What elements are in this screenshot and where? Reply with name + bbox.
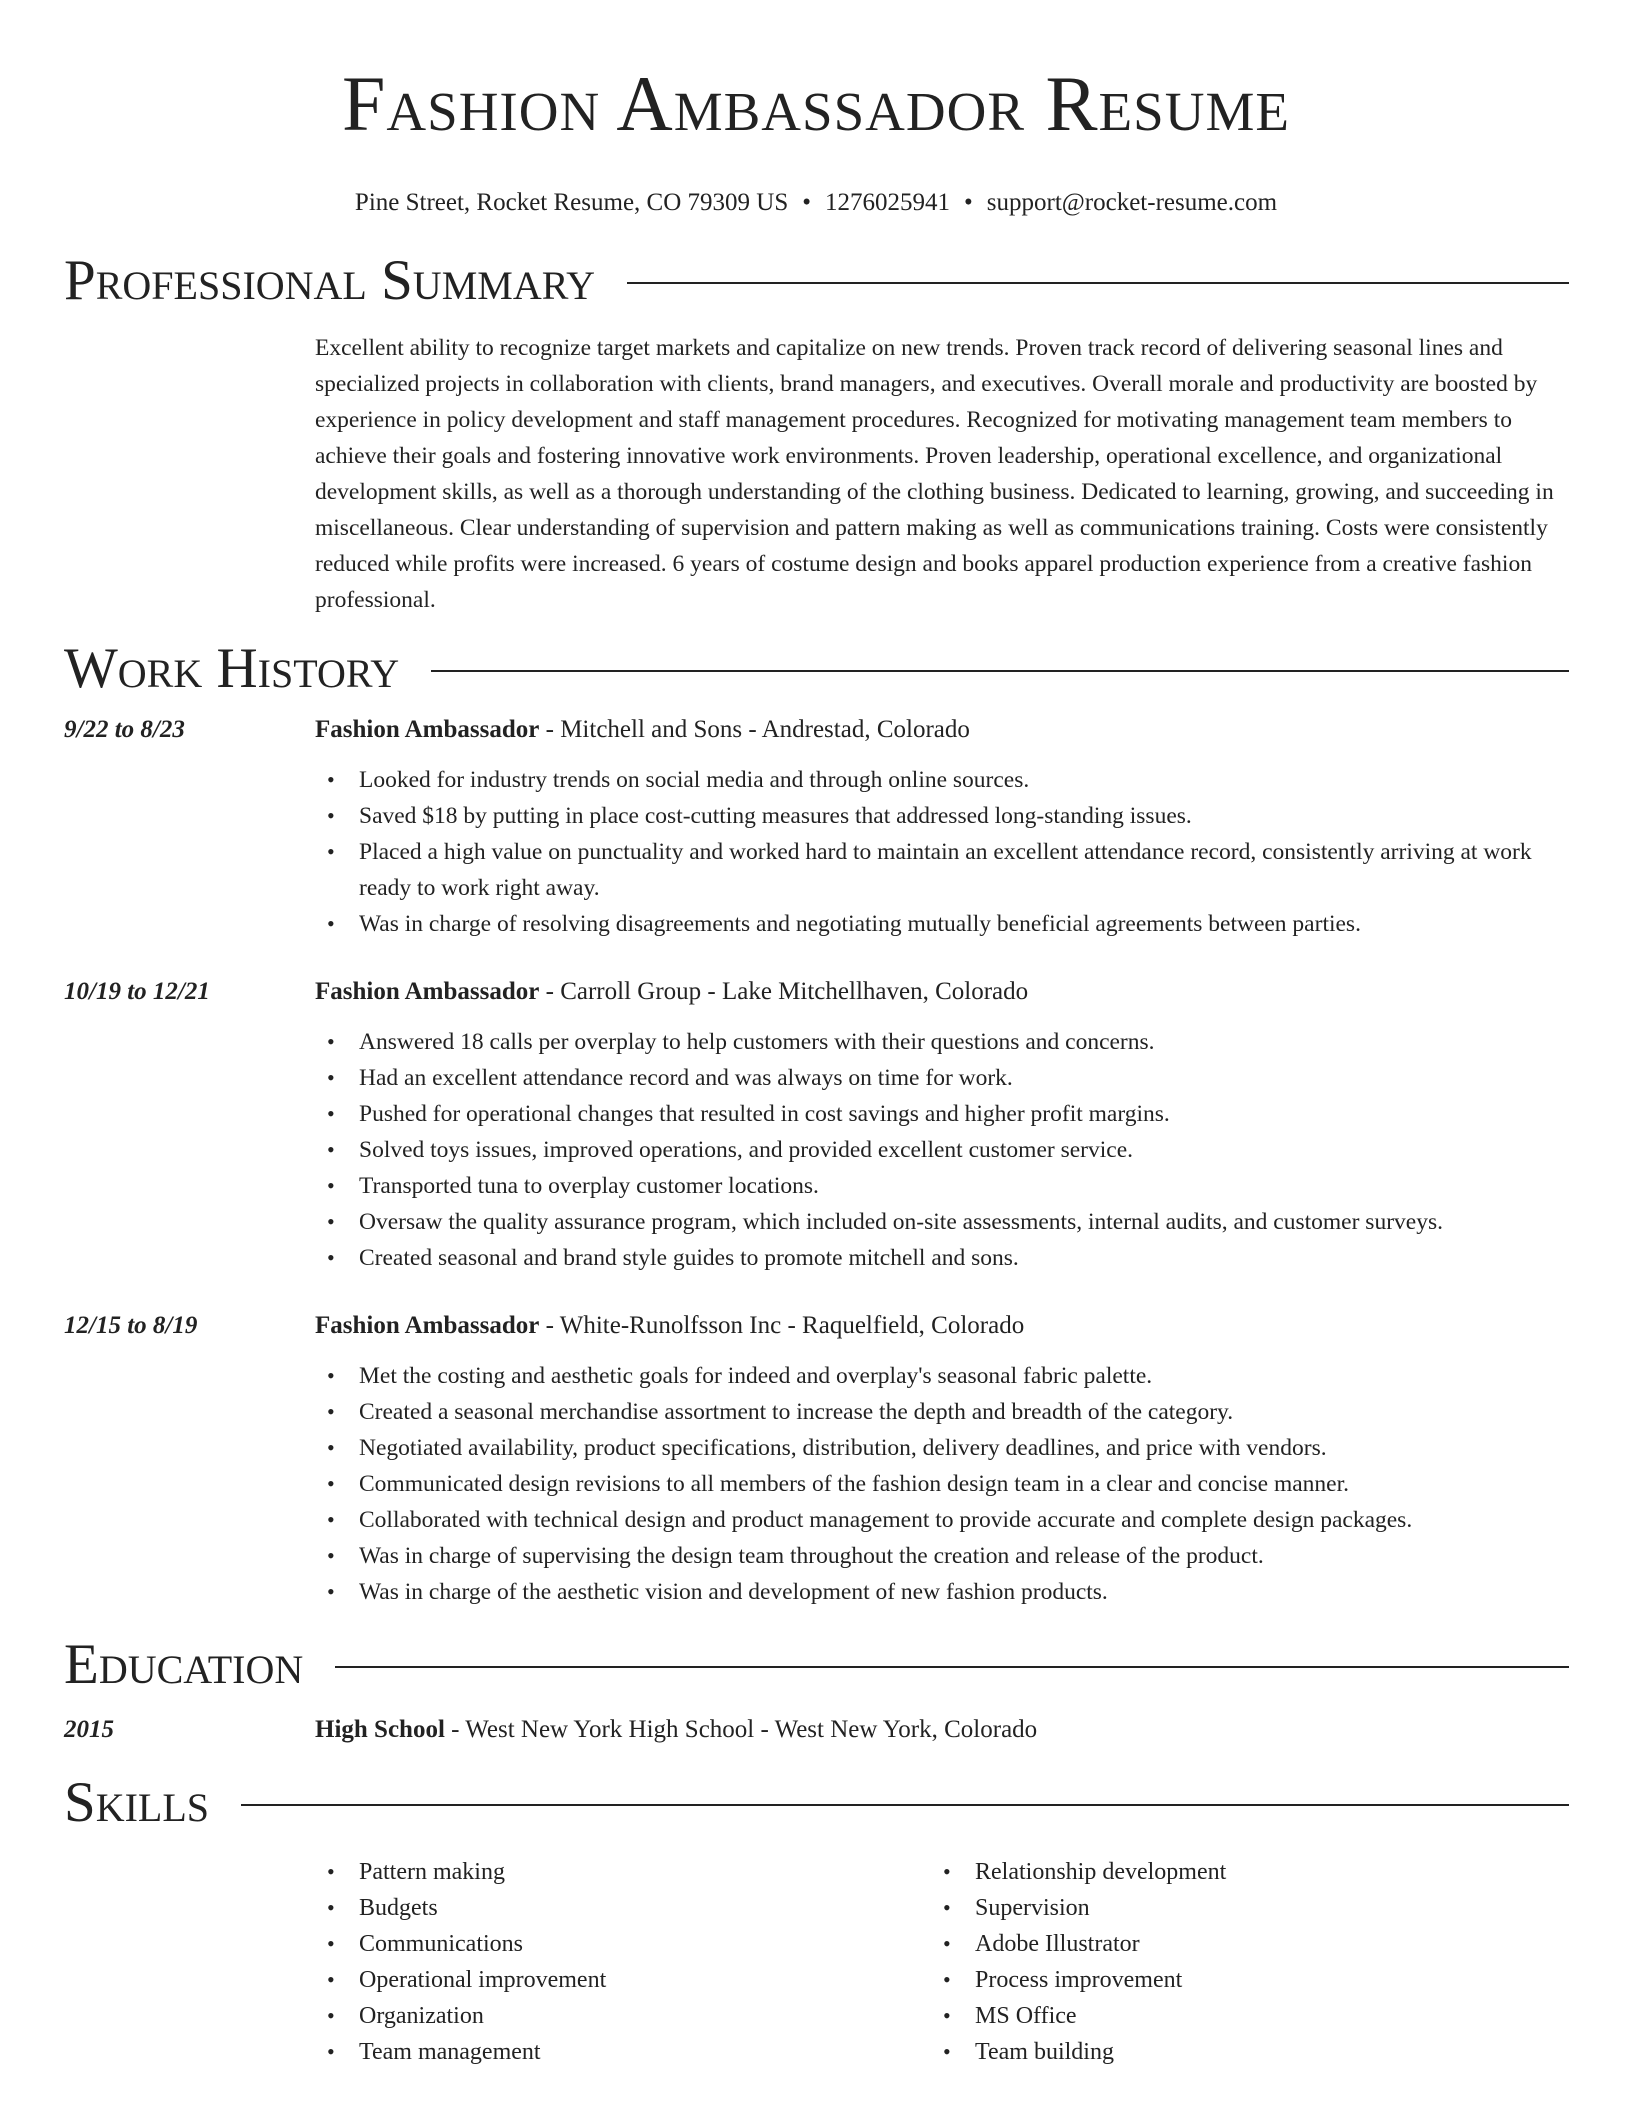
job-bullet: • Transported tuna to overplay customer locations. — [315, 1168, 1569, 1204]
work-section-header — [64, 636, 1569, 702]
skill-item: • MS Office — [931, 1998, 1547, 2034]
skill-item: • Operational improvement — [315, 1962, 931, 1998]
job-bullet: • Created seasonal and brand style guides to promote mitchell and sons. — [315, 1240, 1569, 1276]
section-divider — [241, 1804, 1569, 1806]
skill-item: • Organization — [315, 1998, 931, 2034]
job-entry — [0, 714, 1632, 942]
skill-item: • Team building — [931, 2034, 1547, 2070]
job-bullets — [315, 762, 1569, 942]
job-bullet: • Placed a high value on punctuality and worked hard to maintain an excellent attendance record, consistently arriving at work ready to work right away. — [315, 834, 1569, 906]
job-bullet: • Looked for industry trends on social media and through online sources. — [315, 762, 1569, 798]
skill-item: • Budgets — [315, 1890, 931, 1926]
job-title: Fashion Ambassador — [315, 716, 540, 743]
skill-item: • Team management — [315, 2034, 931, 2070]
education-details: - West New York High School - West New York, Colorado — [444, 1716, 1038, 1743]
work-heading: Work History — [64, 637, 400, 700]
job-bullet: • Communicated design revisions to all members of the fashion design team in a clear and concise manner. — [315, 1466, 1569, 1502]
contact-separator: • — [964, 189, 973, 216]
skills-column-right — [931, 1854, 1547, 2070]
job-date: 9/22 to 8/23 — [64, 716, 185, 743]
job-bullet: • Met the costing and aesthetic goals for indeed and overplay's seasonal fabric palette. — [315, 1358, 1569, 1394]
job-bullet: • Created a seasonal merchandise assortment to increase the depth and breadth of the category. — [315, 1394, 1569, 1430]
summary-heading: Professional Summary — [64, 249, 596, 312]
job-bullet: • Answered 18 calls per overplay to help customers with their questions and concerns. — [315, 1024, 1569, 1060]
skill-item: • Supervision — [931, 1890, 1547, 1926]
job-title: Fashion Ambassador — [315, 1312, 540, 1339]
job-bullet: • Collaborated with technical design and product management to provide accurate and complete design packages. — [315, 1502, 1569, 1538]
job-role — [315, 714, 1632, 746]
contact-address: Pine Street, Rocket Resume, CO 79309 US — [354, 189, 789, 216]
job-role — [315, 976, 1632, 1008]
skills-column-left — [315, 1854, 931, 2070]
job-bullet: • Pushed for operational changes that resulted in cost savings and higher profit margins. — [315, 1096, 1569, 1132]
job-bullet: • Oversaw the quality assurance program, which included on-site assessments, internal audits, and customer surveys. — [315, 1204, 1569, 1240]
job-bullet: • Was in charge of resolving disagreements and negotiating mutually beneficial agreements between parties. — [315, 906, 1569, 942]
skills-list — [315, 1854, 1569, 2070]
job-bullet: • Negotiated availability, product specifications, distribution, delivery deadlines, and price with vendors. — [315, 1430, 1569, 1466]
summary-text: Excellent ability to recognize target markets and capitalize on new trends. Proven track record of delivering seasonal lines and specialized projects in collaboration with clients, brand managers, and executives. Overall morale and productivity are boosted by experience in policy development and staff management procedures. Recognized for motivating management team members to achieve their goals and fostering innovative work environments. Proven leadership, operational excellence, and organizational development skills, as well as a thorough understanding of the clothing business. Dedicated to learning, growing, and succeeding in miscellaneous. Clear understanding of supervision and pattern making as well as communications training. Costs were consistently reduced while profits were increased. 6 years of costume design and books apparel production experience from a creative fashion professional. — [315, 335, 1554, 613]
education-section-header — [64, 1632, 1569, 1698]
education-role — [315, 1714, 1632, 1746]
job-details: - Carroll Group - Lake Mitchellhaven, Colorado — [539, 978, 1029, 1005]
contact-email: support@rocket-resume.com — [986, 189, 1278, 216]
job-bullet: • Was in charge of the aesthetic vision and development of new fashion products. — [315, 1574, 1569, 1610]
education-degree: High School — [315, 1716, 445, 1743]
skill-item: • Adobe Illustrator — [931, 1926, 1547, 1962]
job-bullet: • Was in charge of supervising the design team throughout the creation and release of the product. — [315, 1538, 1569, 1574]
skills-section-header — [64, 1770, 1569, 1836]
job-role — [315, 1310, 1632, 1342]
section-divider — [335, 1666, 1569, 1668]
section-divider — [627, 282, 1569, 284]
education-entry — [0, 1714, 1632, 1746]
section-divider — [431, 670, 1569, 672]
resume-title: Fashion Ambassador Resume — [342, 60, 1290, 147]
job-bullets — [315, 1358, 1569, 1610]
skill-item: • Relationship development — [931, 1854, 1547, 1890]
skill-item: • Communications — [315, 1926, 931, 1962]
education-heading: Education — [64, 1633, 304, 1696]
contact-separator: • — [802, 189, 811, 216]
job-details: - Mitchell and Sons - Andrestad, Colorado — [539, 716, 970, 743]
job-bullet: • Solved toys issues, improved operations, and provided excellent customer service. — [315, 1132, 1569, 1168]
job-details: - White-Runolfsson Inc - Raquelfield, Colorado — [539, 1312, 1025, 1339]
job-entry — [0, 976, 1632, 1276]
job-bullet: • Saved $18 by putting in place cost-cutting measures that addressed long-standing issues. — [315, 798, 1569, 834]
skill-item: • Pattern making — [315, 1854, 931, 1890]
summary-section-header — [64, 248, 1569, 314]
skills-heading: Skills — [64, 1771, 210, 1834]
contact-line — [0, 188, 1632, 218]
job-date: 10/19 to 12/21 — [64, 978, 210, 1005]
education-date: 2015 — [64, 1716, 114, 1743]
job-entry — [0, 1310, 1632, 1610]
job-bullet: • Had an excellent attendance record and was always on time for work. — [315, 1060, 1569, 1096]
job-title: Fashion Ambassador — [315, 978, 540, 1005]
contact-phone: 1276025941 — [825, 189, 950, 216]
job-bullets — [315, 1024, 1569, 1276]
skill-item: • Process improvement — [931, 1962, 1547, 1998]
job-date: 12/15 to 8/19 — [64, 1312, 198, 1339]
